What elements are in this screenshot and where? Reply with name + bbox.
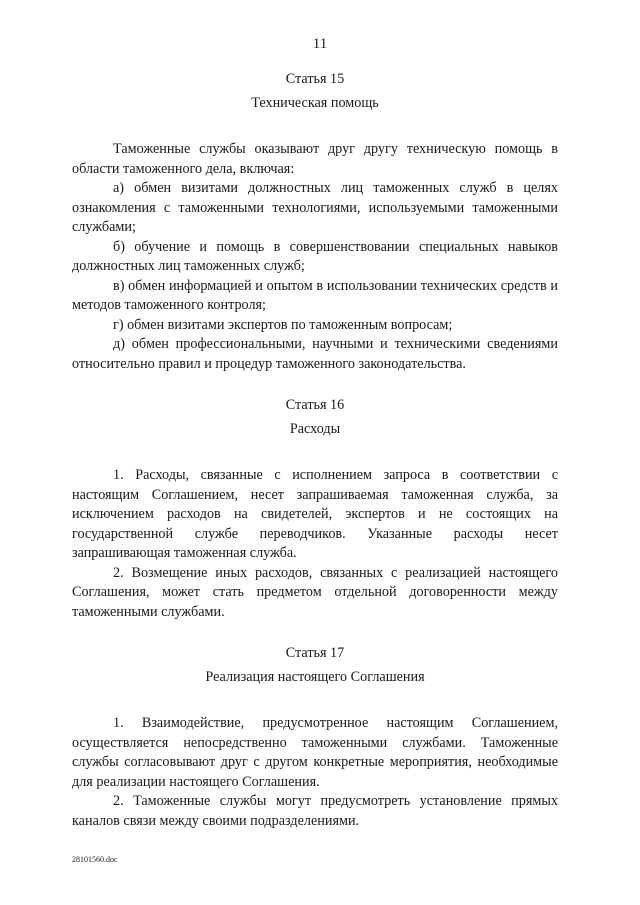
article-paragraph: 2. Возмещение иных расходов, связанных с реализацией настоящего Соглашения, может стать предметом отдельной договоренности между таможенными службами. [72, 564, 558, 620]
article-paragraph: 1. Расходы, связанные с исполнением запроса в соответствии с настоящим Соглашением, несет запрашиваемая таможенная служба, за исключением расходов на свидетелей, экспертов и не состоящих на государственной службе переводчиков. Указанные расходы несет запрашивающая таможенная служба. [72, 467, 558, 561]
article-number: Статья 16 [285, 397, 345, 413]
article-15 [72, 70, 558, 374]
article-17 [72, 644, 558, 831]
article-paragraph: а) обмен визитами должностных лиц таможенных служб в целях ознакомления с таможенными технологиями, используемыми таможенными службами; [72, 180, 558, 235]
article-16 [72, 396, 558, 622]
article-number: Статья 17 [285, 645, 345, 661]
article-paragraph: в) обмен информацией и опытом в использовании технических средств и методов таможенного контроля; [72, 277, 558, 313]
article-paragraph: 1. Взаимодействие, предусмотренное настоящим Соглашением, осуществляется непосредственно таможенными службами. Таможенные службы согласовывают друг с другом конкретные мероприятия, необходимые для реализации настоящего Соглашения. [72, 715, 558, 790]
article-paragraph: д) обмен профессиональными, научными и техническими сведениями относительно правил и процедур таможенного законодательства. [72, 336, 558, 372]
file-name-footer: 28101560.doc [72, 855, 118, 864]
article-paragraph: Таможенные службы оказывают друг другу техническую помощь в области таможенного дела, включая: [72, 141, 558, 177]
article-number: Статья 15 [285, 71, 345, 87]
article-title: Реализация настоящего Соглашения [205, 668, 425, 685]
page-number: 11 [312, 36, 328, 52]
article-title: Техническая помощь [251, 94, 379, 111]
article-title: Расходы [289, 420, 341, 437]
article-paragraph: 2. Таможенные службы могут предусмотреть установление прямых каналов связи между своими подразделениями. [72, 793, 558, 829]
document-body [72, 70, 558, 831]
article-paragraph: б) обучение и помощь в совершенствовании специальных навыков должностных лиц таможенных служб; [72, 238, 558, 274]
article-paragraph: г) обмен визитами экспертов по таможенным вопросам; [113, 316, 453, 333]
